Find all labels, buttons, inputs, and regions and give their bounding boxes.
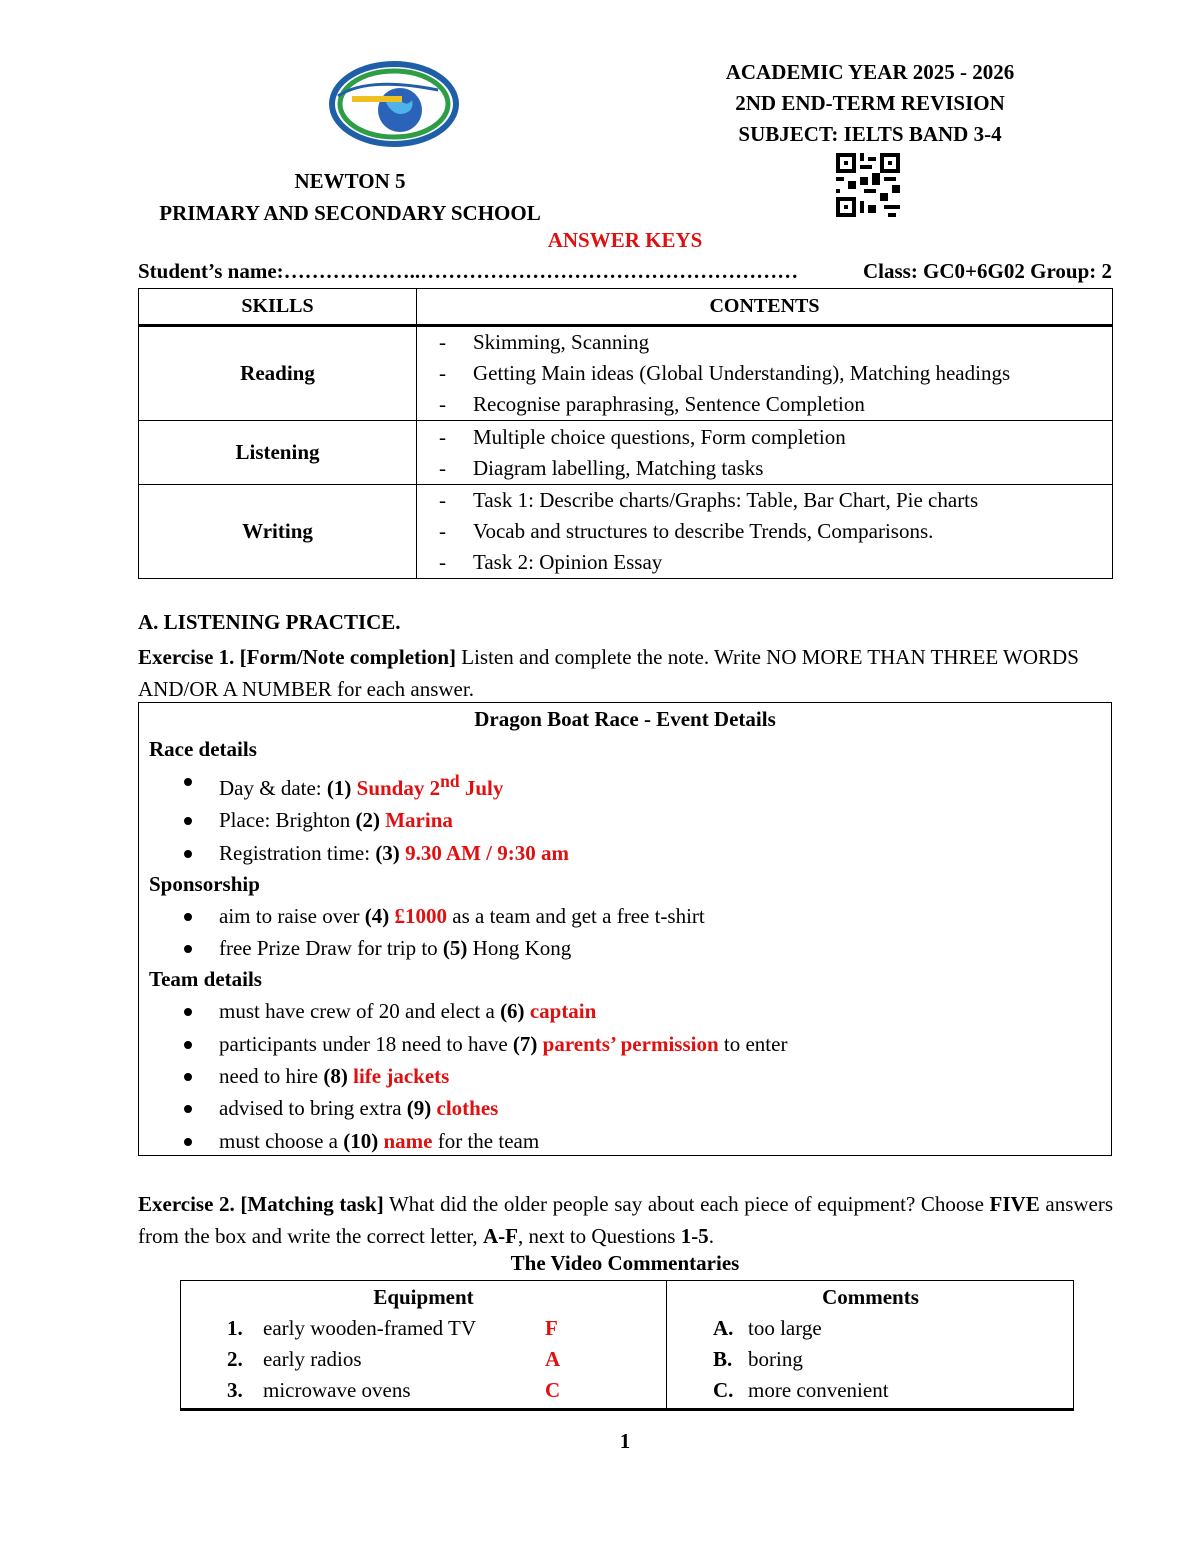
exercise-1-text: Listen and complete the note. Write NO MORE THAN THREE WORDS AND/OR A NUMBER for each answer. bbox=[138, 645, 1079, 701]
answer-3: 9.30 AM / 9:30 am bbox=[405, 840, 569, 865]
listening-contents bbox=[417, 421, 1113, 485]
answer-2: Marina bbox=[385, 808, 453, 833]
table-row: 2. early radios A bbox=[181, 1344, 666, 1375]
exam-info bbox=[660, 57, 1080, 150]
school-line-1: NEWTON 5 bbox=[294, 169, 406, 193]
answer-q3: C bbox=[545, 1378, 561, 1402]
academic-year: ACADEMIC YEAR 2025 - 2026 bbox=[725, 60, 1015, 84]
answer-5: Hong Kong bbox=[472, 936, 572, 961]
list-item: need to hire (8) life jackets bbox=[219, 1060, 1111, 1092]
list-item: - Recognise paraphrasing, Sentence Completion bbox=[439, 389, 1112, 420]
video-commentaries-title: The Video Commentaries bbox=[510, 1251, 740, 1275]
answer-8: life jackets bbox=[353, 1064, 450, 1089]
comments-column bbox=[668, 1281, 1073, 1408]
writing-contents bbox=[417, 485, 1113, 579]
skills-header: SKILLS bbox=[139, 289, 417, 326]
student-line bbox=[138, 259, 1112, 284]
list-item: - Skimming, Scanning bbox=[439, 327, 1112, 358]
list-item: - Task 1: Describe charts/Graphs: Table, Bar Chart, Pie charts bbox=[439, 485, 1112, 516]
answer-6: captain bbox=[529, 999, 597, 1024]
list-item: - Getting Main ideas (Global Understanding), Matching headings bbox=[439, 358, 1112, 389]
reading-contents bbox=[417, 326, 1113, 421]
matching-table bbox=[180, 1280, 1074, 1411]
list-item: free Prize Draw for trip to (5) Hong Kong bbox=[219, 932, 1111, 964]
exercise-2-label: Exercise 2. [Matching task] bbox=[138, 1192, 384, 1216]
student-name-field: Student’s name:………………..……………………………………………… bbox=[138, 259, 799, 283]
answer-4: £1000 bbox=[394, 903, 448, 928]
exercise-1-label: Exercise 1. [Form/Note completion] bbox=[138, 645, 457, 669]
list-item: must choose a (10) name for the team bbox=[219, 1125, 1111, 1157]
list-item: - Multiple choice questions, Form completion bbox=[439, 422, 1112, 453]
school-logo bbox=[328, 60, 460, 148]
list-item: Place: Brighton (2) Marina bbox=[219, 804, 1111, 836]
list-item: Day & date: (1) Sunday 2nd July bbox=[219, 765, 1111, 804]
skill-listening: Listening bbox=[139, 421, 417, 485]
revision-title: 2ND END-TERM REVISION bbox=[735, 91, 1005, 115]
skills-table bbox=[138, 288, 1113, 579]
sponsorship-heading: Sponsorship bbox=[149, 871, 260, 896]
list-item: must have crew of 20 and elect a (6) captain bbox=[219, 995, 1111, 1027]
comments-header: Comments bbox=[822, 1285, 919, 1309]
answer-q2: A bbox=[545, 1347, 561, 1371]
table-row: 3. microwave ovens C bbox=[181, 1375, 666, 1406]
list-item: aim to raise over (4) £1000 as a team and get a free t-shirt bbox=[219, 900, 1111, 932]
event-details-box bbox=[138, 702, 1112, 1156]
page-number: 1 bbox=[619, 1429, 631, 1453]
answer-7: parents’ permission bbox=[542, 1031, 719, 1056]
list-item: Registration time: (3) 9.30 AM / 9:30 am bbox=[219, 837, 1111, 869]
box-title: Dragon Boat Race - Event Details bbox=[474, 707, 776, 731]
contents-header: CONTENTS bbox=[417, 289, 1113, 326]
answer-q1: F bbox=[545, 1316, 558, 1340]
answer-keys-title: ANSWER KEYS bbox=[547, 228, 703, 252]
table-row: C. more convenient bbox=[713, 1378, 889, 1402]
answer-9: clothes bbox=[436, 1096, 499, 1121]
table-row: A. too large bbox=[713, 1316, 822, 1340]
list-item: - Diagram labelling, Matching tasks bbox=[439, 453, 1112, 484]
class-group: Class: GC0+6G02 Group: 2 bbox=[862, 259, 1112, 283]
list-item: - Task 2: Opinion Essay bbox=[439, 547, 1112, 578]
list-item: - Vocab and structures to describe Trends, Comparisons. bbox=[439, 516, 1112, 547]
school-line-2: PRIMARY AND SECONDARY SCHOOL bbox=[159, 201, 541, 225]
section-a-heading: A. LISTENING PRACTICE. bbox=[138, 610, 401, 634]
exercise-2-instructions: Exercise 2. [Matching task] What did the older people say about each piece of equipment? Choose FIVE answers from the box and write the correct letter, A-F, next to Questions 1-5. bbox=[138, 1192, 1114, 1248]
school-name bbox=[140, 165, 560, 229]
list-item: participants under 18 need to have (7) parents’ permission to enter bbox=[219, 1028, 1111, 1060]
exercise-1-instructions bbox=[138, 641, 1113, 705]
skill-reading: Reading bbox=[139, 326, 417, 421]
answer-1: Sunday 2 bbox=[356, 776, 441, 800]
answer-10: name bbox=[383, 1128, 433, 1153]
equipment-column bbox=[181, 1281, 667, 1408]
race-details-heading: Race details bbox=[149, 737, 257, 761]
table-row: 1. early wooden-framed TV F bbox=[181, 1313, 666, 1344]
table-row: B. boring bbox=[713, 1347, 803, 1371]
qr-code-icon bbox=[836, 153, 900, 217]
skill-writing: Writing bbox=[139, 485, 417, 579]
team-details-heading: Team details bbox=[149, 967, 262, 992]
equipment-header: Equipment bbox=[373, 1285, 474, 1309]
subject-title: SUBJECT: IELTS BAND 3-4 bbox=[738, 122, 1002, 146]
list-item: advised to bring extra (9) clothes bbox=[219, 1092, 1111, 1124]
